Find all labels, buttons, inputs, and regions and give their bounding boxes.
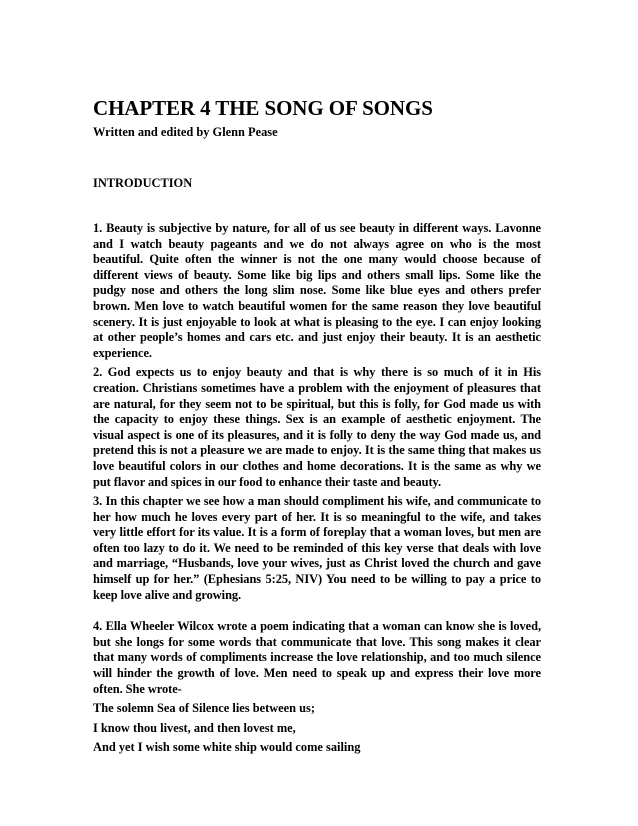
paragraph-4: 4. Ella Wheeler Wilcox wrote a poem indicating that a woman can know she is loved, but she longs for some words that communicate that love. This song makes it clear that many words of compliments increase the love relationship, and too much silence will hinder the growth of love. Men need to speak up and express their love more often. She wrote- [93, 619, 541, 696]
section-heading: INTRODUCTION [93, 176, 193, 190]
body-text [93, 221, 541, 756]
poem-line-1: The solemn Sea of Silence lies between us; [93, 701, 315, 716]
poem-line-3: And yet I wish some white ship would come sailing [93, 740, 361, 755]
paragraph-3: 3. In this chapter we see how a man should compliment his wife, and communicate to her how much he loves every part of her. It is so meaningful to the wife, and takes very little effort for its value. It is a form of foreplay that a woman loves, but men are often too lazy to do it. We need to be reminded of this key verse that deals with love and marriage, “Husbands, love your wives, just as Christ loved the church and gave himself up for her.” (Ephesians 5:25, NIV) You need to be willing to pay a price to keep love alive and growing. [93, 494, 541, 602]
poem-line-2: I know thou livest, and then lovest me, [93, 720, 296, 735]
document-page [93, 96, 541, 760]
byline: Written and edited by Glenn Pease [93, 125, 278, 139]
chapter-title: CHAPTER 4 THE SONG OF SONGS [93, 96, 433, 120]
paragraph-1: 1. Beauty is subjective by nature, for all of us see beauty in different ways. Lavonne and I watch beauty pageants and we do not always agree on who is the most beautiful. Quite often the winner is not the one many would choose because of different views of beauty. Some like big lips and others small lips. Some like the pudgy nose and others the long slim nose. Some like blue eyes and others prefer brown. Men love to watch beautiful women for the same reason they love beautiful scenery. It is just enjoyable to look at what is pleasing to the eye. I can enjoy looking at other people’s homes and cars etc. and just enjoy their beauty. It is an aesthetic experience. [93, 221, 541, 360]
paragraph-2: 2. God expects us to enjoy beauty and that is why there is so much of it in His creation. Christians sometimes have a problem with the enjoyment of pleasures that are natural, for they seem not to be spiritual, but this is folly, for God made us with the capacity to enjoy these things. Sex is an example of aesthetic enjoyment. The visual aspect is one of its pleasures, and it is folly to deny the way God made us, and pretend this is not a pleasure we are made to enjoy. It is the same thing that makes us love beautiful colors in our clothes and home decorations. It is the same as why we put flavor and spices in our food to enhance their taste and beauty. [93, 365, 541, 489]
